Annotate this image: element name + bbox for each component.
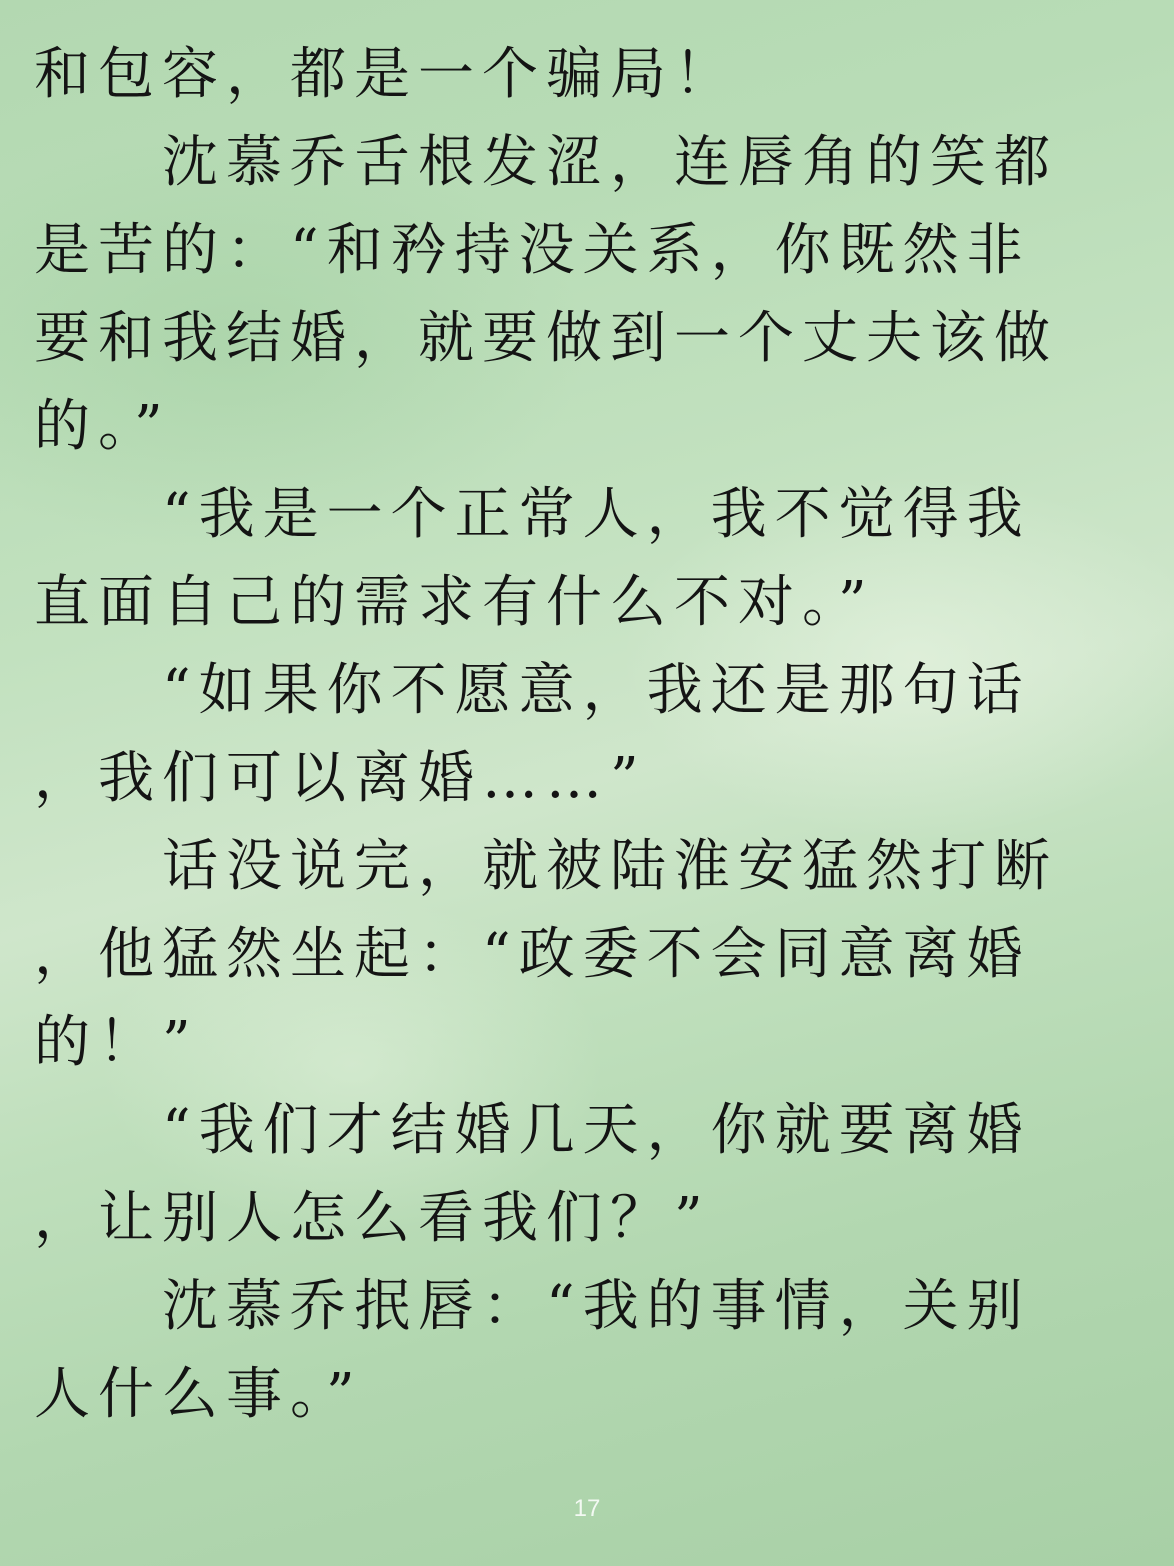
text-line: 直面自己的需求有什么不对。”: [34, 570, 875, 635]
text-line: “如果你不愿意，我还是那句话: [34, 658, 1031, 723]
text-line: 话没说完，就被陆淮安猛然打断: [34, 834, 1058, 899]
text-line: 的！”: [34, 1010, 199, 1075]
page-number: 17: [573, 1495, 601, 1522]
text-line: ，他猛然坐起：“政委不会同意离婚: [34, 922, 1031, 987]
text-line: 要和我结婚，就要做到一个丈夫该做: [34, 306, 1058, 371]
text-line: “我是一个正常人，我不觉得我: [34, 482, 1031, 547]
text-line: 是苦的：“和矜持没关系，你既然非: [34, 218, 1031, 283]
text-line: 人什么事。”: [34, 1362, 363, 1427]
text-line: 沈慕乔抿唇：“我的事情，关别: [34, 1274, 1031, 1339]
text-line: 和包容，都是一个骗局！: [34, 42, 738, 107]
text-line: ，让别人怎么看我们？”: [34, 1186, 711, 1251]
text-line: ，我们可以离婚……”: [34, 746, 647, 811]
text-line: 沈慕乔舌根发涩，连唇角的笑都: [34, 130, 1058, 195]
text-line: “我们才结婚几天，你就要离婚: [34, 1098, 1031, 1163]
text-line: 的。”: [34, 394, 171, 459]
